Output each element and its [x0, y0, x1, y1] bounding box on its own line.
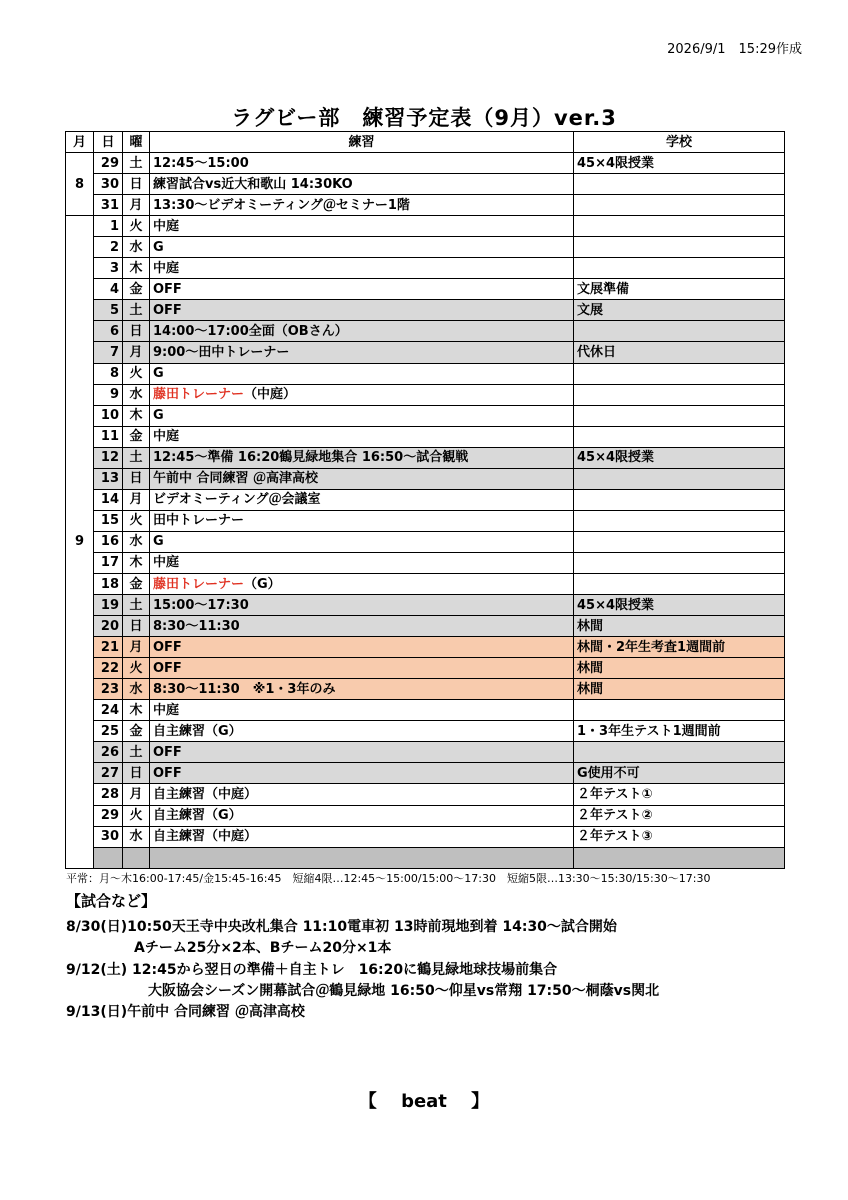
school-cell — [574, 510, 785, 531]
dow-cell: 金 — [123, 573, 150, 594]
day-cell: 15 — [94, 510, 123, 531]
school-cell: G使用不可 — [574, 763, 785, 784]
dow-cell: 水 — [123, 237, 150, 258]
dow-cell: 土 — [123, 300, 150, 321]
table-row — [66, 279, 785, 300]
footer-beat: 【 beat 】 — [358, 1091, 490, 1112]
dow-cell: 木 — [123, 405, 150, 426]
practice-cell: 中庭 — [150, 552, 574, 573]
day-cell: 16 — [94, 531, 123, 552]
day-cell: 12 — [94, 447, 123, 468]
table-row-weekend — [66, 468, 785, 489]
match-line: 8/30(日)10:50天王寺中央改札集合 11:10電車初 13時前現地到着 14:30～試合開始 — [66, 919, 617, 935]
practice-cell: 9:00～田中トレーナー — [150, 342, 574, 363]
table-row — [66, 489, 785, 510]
table-row-blank — [66, 847, 785, 868]
school-cell — [574, 321, 785, 342]
table-row-weekend — [66, 342, 785, 363]
practice-cell: 15:00～17:30 — [150, 595, 574, 616]
dow-cell: 土 — [123, 742, 150, 763]
practice-cell: G — [150, 531, 574, 552]
trainer-highlight: 藤田トレーナー — [153, 387, 245, 403]
table-row — [66, 531, 785, 552]
table-row — [66, 216, 785, 237]
empty-cell — [150, 847, 574, 868]
header-day: 日 — [94, 132, 123, 153]
practice-cell: 12:45～15:00 — [150, 153, 574, 174]
table-row-weekend — [66, 763, 785, 784]
table-row — [66, 552, 785, 573]
practice-cell: OFF — [150, 279, 574, 300]
practice-cell: 中庭 — [150, 700, 574, 721]
day-cell: 4 — [94, 279, 123, 300]
day-cell: 6 — [94, 321, 123, 342]
day-cell: 10 — [94, 405, 123, 426]
month-cell-sep: 9 — [66, 216, 94, 868]
practice-cell: 自主練習（中庭） — [150, 826, 574, 847]
table-row — [66, 426, 785, 447]
school-cell: 林間 — [574, 679, 785, 700]
practice-cell: 12:45～準備 16:20鶴見緑地集合 16:50～試合観戦 — [150, 447, 574, 468]
header-dow: 曜 — [123, 132, 150, 153]
table-row — [66, 195, 785, 216]
school-cell — [574, 742, 785, 763]
table-row — [66, 721, 785, 742]
school-cell — [574, 405, 785, 426]
school-cell — [574, 195, 785, 216]
table-row-holiday — [66, 679, 785, 700]
day-cell: 2 — [94, 237, 123, 258]
day-cell: 21 — [94, 637, 123, 658]
school-cell — [574, 573, 785, 594]
school-cell — [574, 237, 785, 258]
dow-cell: 火 — [123, 510, 150, 531]
practice-cell: 8:30～11:30 ※1・3年のみ — [150, 679, 574, 700]
day-cell: 28 — [94, 784, 123, 805]
empty-cell — [123, 847, 150, 868]
practice-cell — [150, 384, 574, 405]
school-cell: ２年テスト③ — [574, 826, 785, 847]
practice-cell: OFF — [150, 637, 574, 658]
practice-cell: 午前中 合同練習 ＠高津高校 — [150, 468, 574, 489]
day-cell: 9 — [94, 384, 123, 405]
table-row-holiday — [66, 637, 785, 658]
practice-location: （G） — [244, 576, 281, 592]
school-cell: ２年テスト② — [574, 805, 785, 826]
school-cell: 林間・2年生考査1週間前 — [574, 637, 785, 658]
practice-cell: 8:30～11:30 — [150, 616, 574, 637]
practice-cell: 自主練習（中庭） — [150, 784, 574, 805]
table-row — [66, 805, 785, 826]
table-row-weekend — [66, 447, 785, 468]
dow-cell: 金 — [123, 426, 150, 447]
table-row-holiday — [66, 658, 785, 679]
table-row-weekend — [66, 595, 785, 616]
practice-cell: OFF — [150, 742, 574, 763]
school-cell: 林間 — [574, 658, 785, 679]
school-cell: 文展準備 — [574, 279, 785, 300]
table-row-weekend — [66, 321, 785, 342]
table-row — [66, 363, 785, 384]
practice-cell: G — [150, 363, 574, 384]
schedule-table — [65, 131, 785, 869]
school-cell — [574, 489, 785, 510]
school-cell: 1・3年生テスト1週間前 — [574, 721, 785, 742]
school-cell: 45×4限授業 — [574, 447, 785, 468]
day-cell: 8 — [94, 363, 123, 384]
practice-cell: G — [150, 405, 574, 426]
dow-cell: 月 — [123, 342, 150, 363]
school-cell: 文展 — [574, 300, 785, 321]
school-cell — [574, 363, 785, 384]
practice-cell: 14:00～17:00全面（OBさん） — [150, 321, 574, 342]
table-row — [66, 510, 785, 531]
school-cell: ２年テスト① — [574, 784, 785, 805]
school-cell — [574, 468, 785, 489]
practice-location: （中庭） — [244, 387, 297, 403]
day-cell: 25 — [94, 721, 123, 742]
practice-cell: 中庭 — [150, 258, 574, 279]
header-month: 月 — [66, 132, 94, 153]
practice-cell: ビデオミーティング＠会議室 — [150, 489, 574, 510]
practice-cell: OFF — [150, 300, 574, 321]
day-cell: 5 — [94, 300, 123, 321]
table-row — [66, 237, 785, 258]
table-row — [66, 826, 785, 847]
dow-cell: 月 — [123, 195, 150, 216]
practice-cell: OFF — [150, 763, 574, 784]
dow-cell: 水 — [123, 531, 150, 552]
header-school: 学校 — [574, 132, 785, 153]
dow-cell: 金 — [123, 721, 150, 742]
practice-cell: 自主練習（G） — [150, 721, 574, 742]
created-timestamp: 2026/9/1 15:29作成 — [667, 42, 802, 57]
dow-cell: 日 — [123, 468, 150, 489]
normal-hours-note: 平常：月～木16:00-17:45/金15:45-16:45 短縮4限…12:45～15:00/15:00～17:30 短縮5限…13:30～15:30/15:30～17:30 — [66, 872, 711, 885]
table-row-weekend — [66, 616, 785, 637]
dow-cell: 火 — [123, 216, 150, 237]
dow-cell: 月 — [123, 784, 150, 805]
day-cell: 30 — [94, 174, 123, 195]
day-cell: 7 — [94, 342, 123, 363]
school-cell — [574, 216, 785, 237]
day-cell: 29 — [94, 153, 123, 174]
day-cell: 20 — [94, 616, 123, 637]
practice-cell: 13:30～ビデオミーティング＠セミナー1階 — [150, 195, 574, 216]
dow-cell: 日 — [123, 174, 150, 195]
dow-cell: 木 — [123, 258, 150, 279]
dow-cell: 月 — [123, 637, 150, 658]
month-cell-aug: 8 — [66, 153, 94, 216]
day-cell: 1 — [94, 216, 123, 237]
day-cell: 18 — [94, 573, 123, 594]
practice-cell: G — [150, 237, 574, 258]
day-cell: 13 — [94, 468, 123, 489]
day-cell: 11 — [94, 426, 123, 447]
school-cell — [574, 174, 785, 195]
dow-cell: 土 — [123, 447, 150, 468]
practice-cell: 田中トレーナー — [150, 510, 574, 531]
practice-cell — [150, 573, 574, 594]
table-row — [66, 573, 785, 594]
school-cell: 林間 — [574, 616, 785, 637]
dow-cell: 土 — [123, 153, 150, 174]
empty-cell — [94, 847, 123, 868]
header-practice: 練習 — [150, 132, 574, 153]
school-cell — [574, 258, 785, 279]
school-cell — [574, 531, 785, 552]
table-row-weekend — [66, 742, 785, 763]
practice-cell: 自主練習（G） — [150, 805, 574, 826]
school-cell — [574, 700, 785, 721]
table-row — [66, 174, 785, 195]
day-cell: 19 — [94, 595, 123, 616]
school-cell — [574, 384, 785, 405]
table-row-weekend — [66, 300, 785, 321]
day-cell: 30 — [94, 826, 123, 847]
dow-cell: 水 — [123, 679, 150, 700]
school-cell: 45×4限授業 — [574, 595, 785, 616]
dow-cell: 火 — [123, 805, 150, 826]
dow-cell: 木 — [123, 552, 150, 573]
dow-cell: 水 — [123, 826, 150, 847]
dow-cell: 木 — [123, 700, 150, 721]
match-line: 大阪協会シーズン開幕試合＠鶴見緑地 16:50～仰星vs常翔 17:50～桐蔭vs関北 — [148, 983, 660, 999]
day-cell: 27 — [94, 763, 123, 784]
table-row — [66, 405, 785, 426]
table-row — [66, 153, 785, 174]
day-cell: 24 — [94, 700, 123, 721]
day-cell: 31 — [94, 195, 123, 216]
match-line: Aチーム25分×2本、Bチーム20分×1本 — [134, 940, 392, 956]
dow-cell: 金 — [123, 279, 150, 300]
school-cell — [574, 552, 785, 573]
dow-cell: 日 — [123, 763, 150, 784]
match-line: 9/13(日)午前中 合同練習 ＠高津高校 — [66, 1004, 305, 1020]
dow-cell: 水 — [123, 384, 150, 405]
school-cell — [574, 426, 785, 447]
dow-cell: 土 — [123, 595, 150, 616]
page-title: ラグビー部 練習予定表（9月）ver.3 — [231, 106, 617, 130]
table-row — [66, 258, 785, 279]
day-cell: 14 — [94, 489, 123, 510]
table-row — [66, 700, 785, 721]
dow-cell: 火 — [123, 363, 150, 384]
table-row — [66, 384, 785, 405]
day-cell: 26 — [94, 742, 123, 763]
day-cell: 29 — [94, 805, 123, 826]
school-cell: 代休日 — [574, 342, 785, 363]
practice-cell: 中庭 — [150, 216, 574, 237]
practice-cell: OFF — [150, 658, 574, 679]
empty-cell — [574, 847, 785, 868]
dow-cell: 月 — [123, 489, 150, 510]
day-cell: 23 — [94, 679, 123, 700]
practice-cell: 中庭 — [150, 426, 574, 447]
table-header-row — [66, 132, 785, 153]
day-cell: 17 — [94, 552, 123, 573]
trainer-highlight: 藤田トレーナー — [153, 576, 245, 592]
day-cell: 3 — [94, 258, 123, 279]
school-cell: 45×4限授業 — [574, 153, 785, 174]
dow-cell: 日 — [123, 321, 150, 342]
dow-cell: 火 — [123, 658, 150, 679]
matches-heading: 【試合など】 — [66, 892, 157, 910]
dow-cell: 日 — [123, 616, 150, 637]
table-row — [66, 784, 785, 805]
match-line: 9/12(土) 12:45から翌日の準備＋自主トレ 16:20に鶴見緑地球技場前集合 — [66, 962, 558, 978]
practice-cell: 練習試合vs近大和歌山 14:30KO — [150, 174, 574, 195]
day-cell: 22 — [94, 658, 123, 679]
